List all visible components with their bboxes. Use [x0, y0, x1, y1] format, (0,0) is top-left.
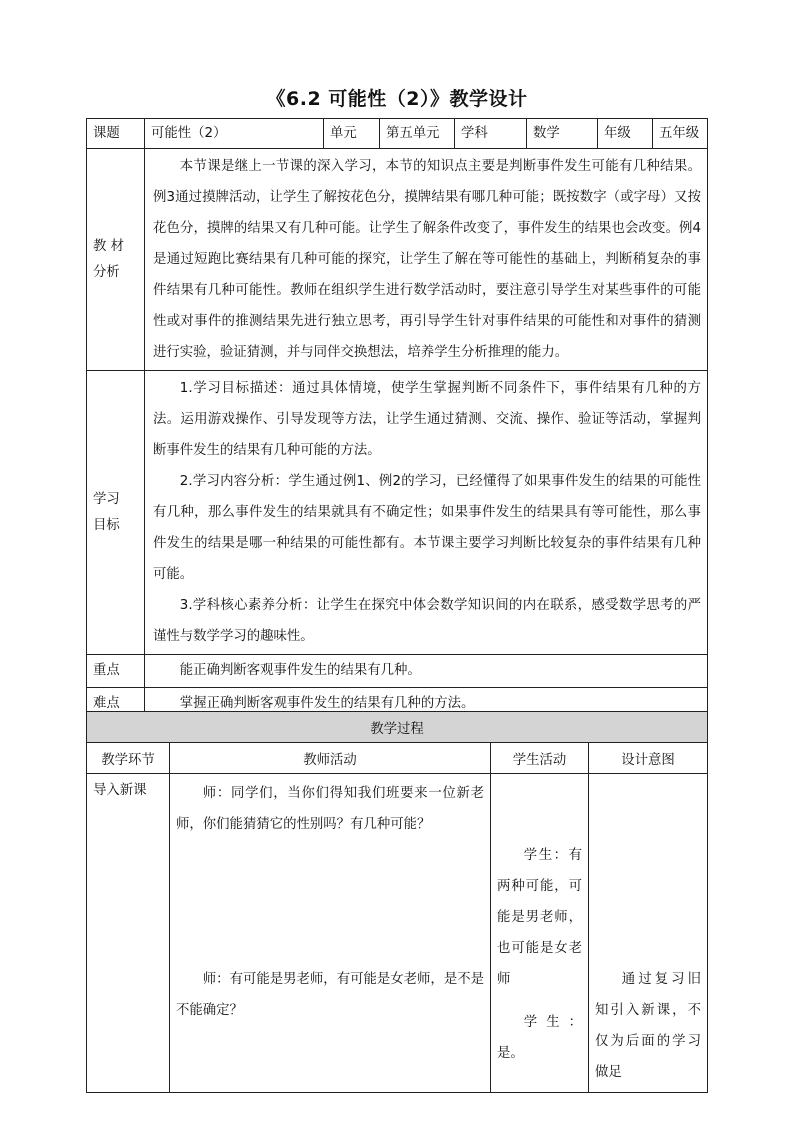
process-title: 教学过程	[87, 712, 708, 743]
teacher-line: 师：有可能是男老师，有可能是女老师，是不是不能确定？	[176, 972, 484, 1018]
teacher-line: 师：同学们，当你们得知我们班要来一位新老师，你们能猜猜它的性别吗？有几种可能？	[176, 786, 484, 832]
material-analysis-paragraph: 本节课是继上一节课的深入学习，本节的知识点主要是判断事件发生可能有几种结果。例3通过摸牌活动，让学生了解按花色分，摸牌结果有哪几种可能；既按数字（或字母）又按花色分，摸牌的结果又有几种可能。让学生了解条件改变了，事件发生的结果也会改变。例4是通过短跑比赛结果有几种可能的探究，让学生了解在等可能性的基础上，判断稍复杂的事件结果有几种可能性。教师在组织学生进行数学活动时，要注意引导学生对某些事件的可能性或对事件的推测结果先进行独立思考，再引导学生针对事件结果的可能性和对事件的猜测进行实验，验证猜测，并与同伴交换想法，培养学生分析推理的能力。	[153, 159, 701, 360]
learning-goals-text	[145, 371, 708, 655]
goals-label-line1: 学习	[93, 491, 120, 507]
goals-label-line2: 目标	[93, 517, 120, 533]
material-analysis-text	[145, 149, 708, 371]
label-grade: 年级	[598, 119, 653, 149]
teacher-activity	[170, 774, 491, 1093]
key-point-row	[87, 655, 708, 688]
material-label-line1: 教 材	[93, 238, 125, 254]
goal-item: 3.学科核心素养分析：让学生在探究中体会数学知识间的内在联系，感受数学思考的严谨性与数学学习的趣味性。	[153, 598, 701, 644]
label-course: 课题	[87, 119, 145, 149]
col-student: 学生活动	[491, 743, 589, 774]
learning-goals-label	[87, 371, 145, 655]
student-line: 学生：是。	[497, 1015, 582, 1061]
key-point-text	[145, 655, 708, 688]
goal-item: 1.学习目标描述：通过具体情境，使学生掌握判断不同条件下，事件结果有几种的方法。运用游戏操作、引导发现等方法，让学生通过猜测、交流、操作、验证等活动，掌握判断事件发生的结果有几种可能的方法。	[153, 381, 701, 458]
label-unit: 单元	[324, 119, 380, 149]
unit-value: 第五单元	[380, 119, 455, 149]
label-subject: 学科	[455, 119, 527, 149]
process-columns-row	[87, 743, 708, 774]
process-title-row	[87, 712, 708, 743]
stage-intro: 导入新课	[87, 774, 170, 1093]
intent-line: 通过复习旧知引入新课，不仅为后面的学习做足	[595, 972, 701, 1080]
key-point-label: 重点	[87, 655, 145, 688]
material-label-line2: 分析	[93, 264, 120, 280]
student-line: 学生：有两种可能，可能是男老师，也可能是女老师	[497, 848, 582, 987]
goal-item: 2.学习内容分析：学生通过例1、例2的学习，已经懂得了如果事件发生的结果的可能性有几种，那么事件发生的结果就具有不确定性；如果事件发生的结果具有等可能性，那么事件发生的结果是哪一种结果的可能性都有。本节课主要学习判断比较复杂的事件结果有几种可能。	[153, 474, 701, 582]
material-analysis-row	[87, 149, 708, 371]
design-intent	[589, 774, 708, 1093]
subject-value: 数学	[527, 119, 598, 149]
key-point-paragraph: 能正确判断客观事件发生的结果有几种。	[179, 663, 421, 678]
course-value: 可能性（2）	[145, 119, 324, 149]
process-row-intro	[87, 774, 708, 1093]
difficulty-paragraph: 掌握正确判断客观事件发生的结果有几种的方法。	[179, 696, 475, 711]
header-row	[87, 119, 708, 149]
process-table	[86, 711, 708, 1093]
learning-goals-row	[87, 371, 708, 655]
material-analysis-label	[87, 149, 145, 371]
overview-table	[86, 118, 708, 721]
page-title: 《6.2 可能性（2）》教学设计	[266, 88, 528, 110]
student-activity	[491, 774, 589, 1093]
col-stage: 教学环节	[87, 743, 170, 774]
col-teacher: 教师活动	[170, 743, 491, 774]
grade-value: 五年级	[653, 119, 708, 149]
col-intent: 设计意图	[589, 743, 708, 774]
difficulty-label: 难点	[87, 688, 145, 721]
